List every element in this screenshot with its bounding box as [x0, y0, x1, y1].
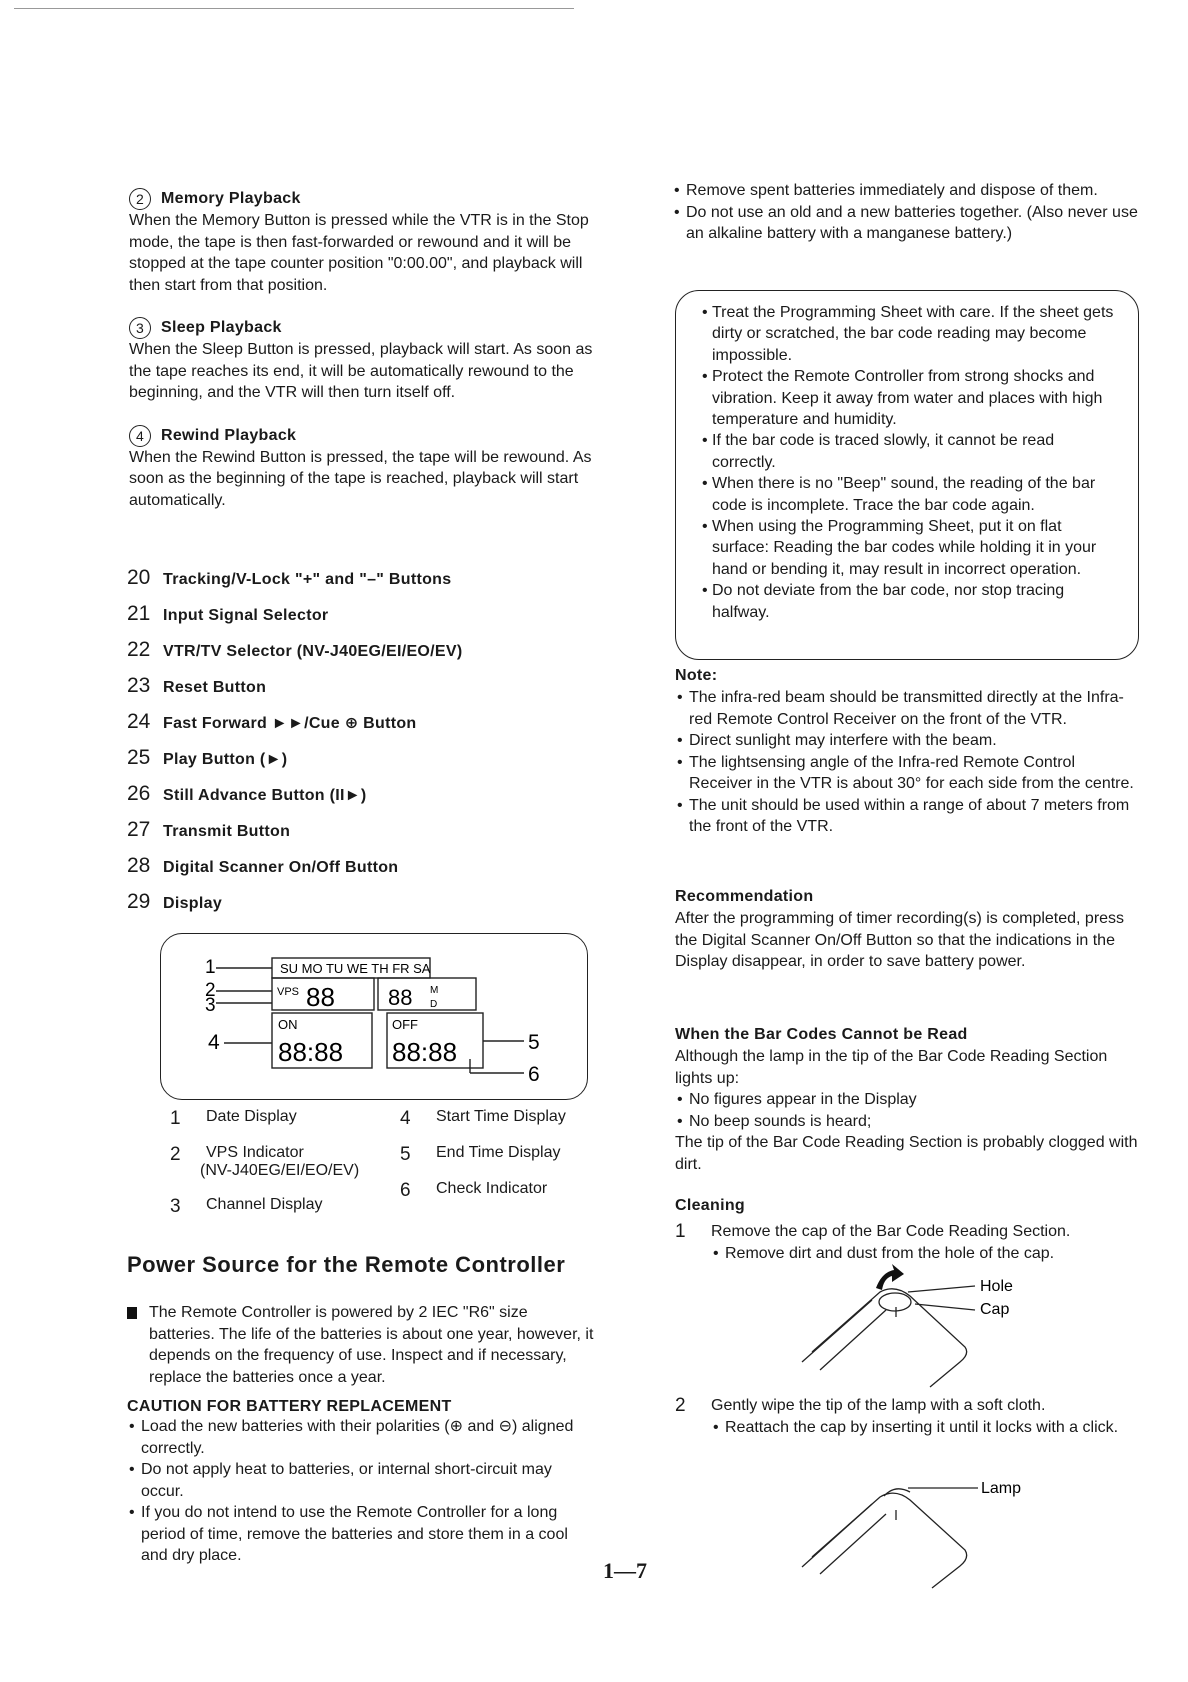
- item-number: 27: [127, 818, 151, 841]
- list-item: [127, 890, 597, 926]
- legend-item: [170, 1196, 323, 1218]
- bar-codes-heading: When the Bar Codes Cannot be Read: [675, 1026, 968, 1043]
- section-body: When the Rewind Button is pressed, the tape will be rewound. As soon as the beginning of the tape is reached, playback will start automatically.: [129, 448, 592, 509]
- item-number: 22: [127, 638, 151, 661]
- recommendation-heading: Recommendation: [675, 888, 814, 905]
- section-title: Rewind Playback: [161, 426, 297, 444]
- care-item: • If the bar code is traced slowly, it cannot be read correctly.: [700, 430, 1120, 473]
- on-time: 88:88: [278, 1037, 344, 1067]
- step-text: Gently wipe the tip of the lamp with a soft cloth.: [711, 1397, 1046, 1414]
- item-number: 21: [127, 602, 151, 625]
- list-item: [127, 710, 597, 746]
- bar-codes-list: [675, 1089, 1140, 1132]
- item-label: Play Button (►): [163, 751, 288, 768]
- callout-5: 5: [528, 1031, 540, 1054]
- battery-notes: [672, 180, 1140, 245]
- battery-note: • Do not use an old and a new batteries together. (Also never use an alkaline battery with a manganese battery.): [672, 202, 1140, 245]
- legend-label: End Time Display: [436, 1144, 561, 1161]
- section-sleep-playback: [129, 317, 599, 404]
- callout-3: 3: [205, 995, 216, 1016]
- list-item: [127, 638, 597, 674]
- list-item: [127, 674, 597, 710]
- playback-sections: [129, 188, 599, 532]
- cleaning-step-1: [675, 1221, 1140, 1264]
- callout-2: 2: [205, 980, 216, 1001]
- step-number: 2: [675, 1395, 686, 1416]
- care-item: • Treat the Programming Sheet with care. If the sheet gets dirty or scratched, the bar code reading may become impossible.: [700, 302, 1120, 366]
- section-title: Memory Playback: [161, 190, 301, 207]
- note-heading: Note:: [675, 667, 718, 684]
- item-number: 20: [127, 566, 151, 589]
- vps-text: VPS: [277, 986, 300, 998]
- item-number: 26: [127, 782, 151, 805]
- note-item: • Direct sunlight may interfere with the beam.: [675, 730, 1140, 752]
- date-digits: 88: [306, 982, 335, 1012]
- caution-heading: CAUTION FOR BATTERY REPLACEMENT: [127, 1398, 452, 1415]
- recommendation-body: After the programming of timer recording(s) is completed, press the Digital Scanner On/Off Button so that the indications in the Display disappear, in order to save battery power.: [675, 910, 1125, 970]
- section-body: When the Memory Button is pressed while the VTR is in the Stop mode, the tape is then fast-forwarded or rewound and it will be stopped at the tape counter position "0:00.00", and playback will then start from that position.: [129, 212, 589, 294]
- legend-label: Check Indicator: [436, 1180, 548, 1197]
- bar-codes-intro: Although the lamp in the tip of the Bar Code Reading Section lights up:: [675, 1048, 1108, 1087]
- list-item: [127, 782, 597, 818]
- item-number: 23: [127, 674, 151, 697]
- bar-codes-section: [675, 1024, 1140, 1175]
- note-section: [675, 665, 1140, 838]
- care-item: • Do not deviate from the bar code, nor stop tracing halfway.: [700, 580, 1120, 623]
- item-label: Digital Scanner On/Off Button: [163, 859, 399, 876]
- legend-item: [170, 1108, 297, 1130]
- legend-label: Start Time Display: [436, 1108, 566, 1125]
- circled-number: 3: [129, 317, 151, 339]
- recommendation-section: [675, 886, 1140, 973]
- item-number: 28: [127, 854, 151, 877]
- legend-label: VPS Indicator: [206, 1144, 304, 1161]
- d-text: D: [430, 999, 438, 1010]
- step-sub: • Remove dirt and dust from the hole of the cap.: [711, 1243, 1070, 1265]
- on-text: ON: [278, 1017, 298, 1032]
- section-body: When the Sleep Button is pressed, playback will start. As soon as the tape reaches its end, it will be automatically rewound to the beginning, and the VTR will then turn itself off.: [129, 341, 593, 401]
- legend-number: 4: [400, 1108, 411, 1129]
- hole-label: Hole: [980, 1278, 1013, 1295]
- battery-note: • Remove spent batteries immediately and dispose of them.: [672, 180, 1140, 202]
- section-title: Sleep Playback: [161, 319, 282, 336]
- power-heading: Power Source for the Remote Controller: [127, 1252, 566, 1277]
- item-label: VTR/TV Selector (NV-J40EG/EI/EO/EV): [163, 643, 463, 660]
- section-rewind-playback: [129, 425, 599, 512]
- channel-digits: 88: [388, 985, 413, 1010]
- display-diagram: [160, 933, 590, 1103]
- item-label: Still Advance Button (II►): [163, 787, 367, 804]
- item-label: Transmit Button: [163, 823, 291, 840]
- item-label: Display: [163, 895, 223, 912]
- note-item: • The infra-red beam should be transmitted directly at the Infra-red Remote Control Receiver on the front of the VTR.: [675, 687, 1140, 730]
- legend-number: 6: [400, 1180, 411, 1201]
- step-text: Remove the cap of the Bar Code Reading Section.: [711, 1223, 1071, 1240]
- callout-4: 4: [208, 1031, 220, 1054]
- care-item: • When there is no "Beep" sound, the reading of the bar code is incomplete. Trace the bar code again.: [700, 473, 1120, 516]
- cap-illustration: [800, 1262, 1060, 1392]
- caution-list: [127, 1416, 595, 1567]
- cleaning-step-2-block: [675, 1395, 1140, 1438]
- note-list: [675, 687, 1140, 838]
- item-number: 29: [127, 890, 151, 913]
- caution-item: • Do not apply heat to batteries, or internal short-circuit may occur.: [127, 1459, 595, 1502]
- item-label: Reset Button: [163, 679, 267, 696]
- bar-codes-item: • No figures appear in the Display: [675, 1089, 1140, 1111]
- square-bullet-icon: [127, 1307, 137, 1319]
- cleaning-heading: Cleaning: [675, 1197, 745, 1214]
- item-number: 25: [127, 746, 151, 769]
- bar-codes-item: • No beep sounds is heard;: [675, 1111, 1140, 1133]
- lamp-illustration: [800, 1462, 1060, 1592]
- note-item: • The lightsensing angle of the Infra-red Remote Control Receiver in the VTR is about 30° for each side from the centre.: [675, 752, 1140, 795]
- legend-label: Channel Display: [206, 1196, 323, 1213]
- days-text: SU MO TU WE TH FR SA: [280, 961, 431, 976]
- section-memory-playback: [129, 188, 599, 296]
- callout-1: 1: [205, 957, 216, 978]
- legend-item: [400, 1144, 561, 1166]
- cap-label: Cap: [980, 1301, 1010, 1318]
- off-text: OFF: [392, 1017, 418, 1032]
- legend-number: 2: [170, 1144, 181, 1165]
- m-text: M: [430, 985, 439, 996]
- note-item: • The unit should be used within a range of about 7 meters from the front of the VTR.: [675, 795, 1140, 838]
- arrow-icon: [876, 1264, 904, 1290]
- cleaning-section: [675, 1195, 1140, 1264]
- circled-number: 4: [129, 425, 151, 447]
- list-item: [127, 818, 597, 854]
- item-label: Tracking/V-Lock "+" and "–" Buttons: [163, 571, 452, 588]
- legend-number: 3: [170, 1196, 181, 1217]
- bar-codes-outro: The tip of the Bar Code Reading Section is probably clogged with dirt.: [675, 1134, 1138, 1173]
- legend-label: Date Display: [206, 1108, 297, 1125]
- care-item: • When using the Programming Sheet, put it on flat surface: Reading the bar codes while holding it in your hand or bending it, may result in incorrect operation.: [700, 516, 1120, 580]
- callout-6: 6: [528, 1063, 540, 1086]
- step-sub: • Reattach the cap by inserting it until it locks with a click.: [711, 1417, 1118, 1439]
- power-body: The Remote Controller is powered by 2 IEC "R6" size batteries. The life of the batteries is about one year, however, it depends on the frequency of use. Inspect and if necessary, replace the batteries once a year.: [149, 1304, 594, 1386]
- care-list: [700, 302, 1120, 623]
- caution-item: • If you do not intend to use the Remote Controller for a long period of time, remove the batteries and store them in a cool and dry place.: [127, 1502, 595, 1567]
- cleaning-step-2: [675, 1395, 1140, 1438]
- power-section: [127, 1302, 595, 1567]
- item-number: 24: [127, 710, 151, 733]
- legend-item: [170, 1144, 359, 1180]
- step-number: 1: [675, 1221, 686, 1242]
- circled-number: 2: [129, 188, 151, 210]
- page-number: 1—7: [603, 1558, 647, 1583]
- legend-item: [400, 1180, 547, 1202]
- care-item: • Protect the Remote Controller from strong shocks and vibration. Keep it away from water and places with high temperature and humidity.: [700, 366, 1120, 430]
- legend-number: 5: [400, 1144, 411, 1165]
- lamp-label: Lamp: [981, 1480, 1022, 1497]
- numbered-button-list: [127, 566, 597, 926]
- scan-top-line: [14, 8, 574, 9]
- caution-item: • Load the new batteries with their polarities (⊕ and ⊖) aligned correctly.: [127, 1416, 595, 1459]
- list-item: [127, 854, 597, 890]
- legend-item: [400, 1108, 566, 1130]
- list-item: [127, 566, 597, 602]
- legend-number: 1: [170, 1108, 181, 1129]
- off-time: 88:88: [392, 1037, 458, 1067]
- list-item: [127, 746, 597, 782]
- item-label: Input Signal Selector: [163, 607, 329, 624]
- list-item: [127, 602, 597, 638]
- legend-sublabel: (NV-J40EG/EI/EO/EV): [200, 1162, 360, 1179]
- item-label: Fast Forward ►►/Cue ⊕ Button: [163, 715, 417, 732]
